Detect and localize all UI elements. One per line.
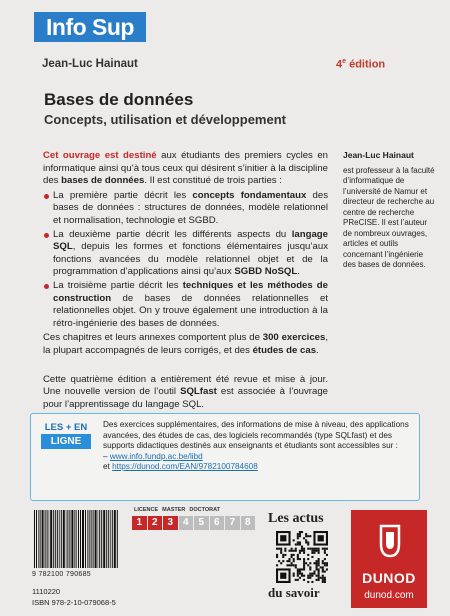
qr-module bbox=[301, 531, 303, 533]
actus-label-bottom: du savoir bbox=[268, 585, 320, 600]
barcode-bar bbox=[80, 510, 81, 568]
qr-module bbox=[318, 573, 320, 575]
qr-module bbox=[309, 577, 311, 579]
qr-module bbox=[311, 548, 313, 550]
book-subtitle: Concepts, utilisation et développement bbox=[44, 112, 286, 127]
qr-module bbox=[301, 548, 303, 550]
qr-module bbox=[276, 543, 291, 545]
qr-module bbox=[280, 552, 282, 554]
qr-module bbox=[284, 548, 286, 550]
barcode-bar bbox=[112, 510, 113, 568]
publisher-url: dunod.com bbox=[364, 590, 414, 601]
qr-module bbox=[303, 552, 305, 554]
qr-module bbox=[293, 558, 295, 560]
qr-module bbox=[303, 560, 305, 562]
barcode-bar bbox=[69, 510, 70, 568]
barcode-bar bbox=[110, 510, 111, 568]
publisher-logo bbox=[351, 510, 427, 608]
online-resources-box bbox=[30, 413, 420, 501]
qr-module bbox=[295, 564, 297, 566]
qr-module bbox=[320, 566, 322, 568]
qr-module bbox=[307, 535, 309, 537]
level-box: 1 bbox=[132, 516, 147, 530]
qr-module bbox=[297, 573, 299, 575]
qr-module bbox=[303, 558, 305, 560]
barcode-bar bbox=[38, 510, 39, 568]
list-item: La troisième partie décrit les techniques et les méthodes de construction de bases de données relationnelles et relationnelles objet. On y trouve également une introduction à la rétro-ingénierie des bases de données. bbox=[43, 280, 328, 330]
barcode-bar bbox=[103, 510, 105, 568]
qr-module bbox=[297, 535, 299, 537]
qr-module bbox=[303, 562, 305, 564]
qr-module bbox=[318, 558, 320, 560]
level-box: 6 bbox=[210, 516, 225, 530]
parts-list bbox=[43, 190, 328, 331]
qr-module bbox=[280, 548, 282, 550]
barcode-bar bbox=[89, 510, 90, 568]
qr-module bbox=[311, 573, 313, 575]
qr-module bbox=[322, 579, 324, 581]
qr-module bbox=[278, 560, 280, 562]
qr-module bbox=[299, 533, 301, 535]
qr-module bbox=[305, 541, 307, 543]
link-info-fundp[interactable]: www.info.fundp.ac.be/libd bbox=[109, 451, 203, 461]
qr-module bbox=[282, 556, 284, 558]
barcode-bar bbox=[74, 510, 75, 568]
barcode-bar bbox=[42, 510, 44, 568]
qr-module bbox=[318, 552, 320, 554]
qr-module bbox=[322, 548, 324, 550]
qr-module bbox=[320, 577, 322, 579]
qr-module bbox=[276, 554, 278, 556]
qr-module bbox=[293, 560, 295, 562]
qr-module bbox=[303, 579, 305, 581]
qr-module bbox=[309, 575, 311, 577]
barcode-bar bbox=[95, 510, 97, 568]
barcode-bar bbox=[50, 510, 52, 568]
qr-module bbox=[307, 558, 309, 560]
qr-module bbox=[291, 562, 293, 564]
qr-module bbox=[276, 548, 278, 550]
qr-module bbox=[326, 531, 328, 546]
qr-module bbox=[324, 581, 326, 583]
barcode-bar bbox=[40, 510, 41, 568]
edition-paragraph: Cette quatrième édition a entièrement été revue et mise à jour. Une nouvelle version de l’outil SQLfast est associée à l’ouvrage pour l’apprentissage du langage SQL. bbox=[43, 373, 329, 410]
qr-module bbox=[297, 533, 299, 535]
qr-module bbox=[318, 575, 320, 577]
qr-module bbox=[324, 571, 326, 573]
qr-module bbox=[299, 550, 301, 552]
qr-module bbox=[288, 560, 290, 562]
qr-module bbox=[291, 550, 293, 552]
qr-module bbox=[316, 548, 318, 550]
qr-module bbox=[293, 564, 295, 566]
barcode-bar bbox=[108, 510, 109, 568]
qr-module bbox=[313, 571, 315, 573]
qr-module bbox=[299, 577, 301, 579]
qr-module bbox=[324, 550, 326, 552]
barcode-bar bbox=[114, 510, 116, 568]
qr-module bbox=[326, 548, 328, 550]
barcode-number: 9 782100 790685 bbox=[32, 571, 91, 578]
level-box: 2 bbox=[148, 516, 163, 530]
author-bio bbox=[343, 150, 435, 271]
barcode-bar bbox=[87, 510, 88, 568]
barcode-bar bbox=[99, 510, 100, 568]
qr-module bbox=[284, 554, 286, 556]
qr-module bbox=[307, 581, 309, 583]
qr-module bbox=[322, 571, 324, 573]
edition-label: 4e édition bbox=[336, 58, 386, 71]
qr-module bbox=[307, 577, 309, 579]
qr-module bbox=[307, 564, 309, 566]
barcode-bar bbox=[82, 510, 84, 568]
description bbox=[43, 150, 328, 411]
online-text: Des exercices supplémentaires, des informations de mise à niveau, des applications avancées, des études de cas, des logiciels recommandés (type SQLfast) et des supports didactiques destinés aux enseignants et étudiants sont accessibles sur : – www.info.fundp.ac.be/libd et https://dunod.com/EAN/9782100784608 bbox=[103, 420, 409, 471]
qr-module bbox=[293, 573, 295, 575]
qr-module bbox=[293, 575, 295, 577]
qr-module bbox=[295, 566, 297, 568]
qr-module bbox=[313, 543, 328, 545]
qr-module bbox=[322, 577, 324, 579]
qr-module bbox=[318, 560, 320, 562]
qr-module bbox=[318, 535, 324, 541]
qr-module bbox=[291, 548, 293, 550]
qr-module bbox=[299, 543, 301, 545]
qr-module bbox=[318, 579, 320, 581]
actus-label-top: Les actus bbox=[268, 511, 324, 526]
qr-module bbox=[276, 564, 278, 566]
qr-module bbox=[326, 568, 328, 570]
qr-module bbox=[280, 562, 282, 564]
qr-module bbox=[318, 568, 320, 570]
qr-module bbox=[297, 541, 299, 543]
qr-module bbox=[307, 575, 309, 577]
qr-module bbox=[318, 571, 320, 573]
qr-module bbox=[301, 575, 303, 577]
qr-module bbox=[311, 556, 313, 558]
qr-module bbox=[288, 531, 290, 546]
barcode-bar bbox=[66, 510, 67, 568]
qr-module bbox=[322, 562, 324, 564]
level-box: 7 bbox=[225, 516, 240, 530]
qr-module bbox=[313, 562, 315, 564]
qr-module bbox=[307, 543, 309, 545]
list-item: La deuxième partie décrit les différents aspects du langage SQL, depuis les formes et fonctions élémentaires jusqu’aux fonctions avancées du modèle relationnel objet et de la programmation d’applications ainsi qu’aux SGBD NoSQL. bbox=[43, 229, 328, 279]
qr-module bbox=[303, 568, 305, 570]
qr-module bbox=[295, 543, 297, 545]
barcode-bar bbox=[91, 510, 92, 568]
level-box: 3 bbox=[163, 516, 178, 530]
barcode-bar bbox=[76, 510, 77, 568]
barcode-bar bbox=[106, 510, 107, 568]
qr-module bbox=[307, 541, 309, 543]
qr-module bbox=[307, 554, 309, 556]
qr-module bbox=[276, 531, 278, 546]
qr-module bbox=[288, 550, 290, 552]
qr-module bbox=[297, 568, 299, 570]
qr-module bbox=[316, 579, 318, 581]
qr-module bbox=[295, 579, 297, 581]
qr-module bbox=[318, 550, 320, 552]
qr-module bbox=[280, 573, 286, 579]
qr-module bbox=[305, 533, 307, 535]
qr-module bbox=[309, 548, 311, 550]
qr-module bbox=[303, 537, 305, 539]
level-indicator bbox=[132, 507, 256, 533]
qr-module bbox=[299, 535, 301, 537]
barcode bbox=[32, 510, 120, 568]
qr-module bbox=[288, 558, 290, 560]
barcode-bar bbox=[101, 510, 102, 568]
qr-module bbox=[280, 535, 286, 541]
qr-module bbox=[286, 564, 288, 566]
qr-module bbox=[280, 550, 282, 552]
barcode-bar bbox=[61, 510, 62, 568]
qr-module bbox=[316, 560, 318, 562]
qr-module bbox=[322, 566, 324, 568]
qr-module bbox=[299, 573, 301, 575]
online-badge: LES + EN LIGNE bbox=[41, 422, 91, 449]
qr-module bbox=[295, 548, 297, 550]
qr-module bbox=[324, 552, 326, 554]
barcode-bar bbox=[47, 510, 48, 568]
qr-module bbox=[324, 558, 326, 560]
qr-module bbox=[318, 577, 320, 579]
barcode-bar bbox=[63, 510, 65, 568]
barcode-bar bbox=[117, 510, 118, 568]
isbn: ISBN 978-2-10-079068-5 bbox=[32, 598, 116, 607]
qr-module bbox=[301, 568, 303, 570]
barcode-bar bbox=[55, 510, 56, 568]
qr-module bbox=[276, 531, 291, 533]
level-box: 5 bbox=[194, 516, 209, 530]
qr-module bbox=[316, 562, 318, 564]
qr-module bbox=[324, 564, 326, 566]
intro-paragraph: Cet ouvrage est destiné aux étudiants des premiers cycles en informatique ainsi qu’à tous ceux qui désirent s’initier à la discipline des bases de données. Il est constitué de trois parties : bbox=[43, 150, 328, 187]
barcode-bar bbox=[53, 510, 54, 568]
qr-module bbox=[276, 568, 291, 570]
qr-module bbox=[303, 548, 305, 550]
qr-module bbox=[311, 581, 313, 583]
level-labels: LICENCE MASTER DOCTORAT bbox=[134, 507, 221, 513]
qr-module bbox=[322, 560, 324, 562]
qr-module bbox=[288, 564, 290, 566]
link-dunod-ean[interactable]: https://dunod.com/EAN/9782100784608 bbox=[112, 462, 258, 471]
qr-module bbox=[316, 568, 318, 570]
qr-module bbox=[297, 556, 299, 558]
qr-module bbox=[278, 548, 280, 550]
qr-module bbox=[313, 552, 315, 554]
barcode-bar bbox=[71, 510, 73, 568]
qr-module bbox=[313, 548, 315, 550]
qr-module bbox=[297, 571, 299, 573]
level-boxes bbox=[132, 516, 256, 530]
product-code: 1110220 bbox=[32, 587, 61, 596]
book-title: Bases de données bbox=[44, 90, 194, 109]
qr-module bbox=[316, 550, 318, 552]
barcode-bar bbox=[45, 510, 46, 568]
barcode-bar bbox=[49, 510, 50, 568]
qr-module bbox=[316, 566, 318, 568]
qr-module bbox=[309, 573, 311, 575]
bio-name: Jean-Luc Hainaut bbox=[343, 150, 414, 160]
series-logo: Info Sup bbox=[34, 12, 146, 42]
qr-module bbox=[322, 581, 324, 583]
qr-module bbox=[303, 564, 305, 566]
qr-module bbox=[276, 568, 278, 583]
qr-module bbox=[301, 550, 303, 552]
barcode-bar bbox=[93, 510, 94, 568]
qr-module bbox=[318, 548, 320, 550]
qr-module bbox=[309, 535, 311, 537]
level-box: 8 bbox=[241, 516, 256, 530]
qr-module bbox=[299, 541, 301, 543]
qr-module bbox=[299, 552, 301, 554]
qr-module bbox=[318, 562, 320, 564]
qr-module bbox=[293, 539, 295, 541]
qr-module bbox=[286, 560, 288, 562]
bio-text: est professeur à la faculté d’informatique de l’université de Namur et directeur de recherche au centre de recherche PReCISE. Il est l’auteur de nombreux ouvrages, articles et outils concernant l’ingénierie des bases de données. bbox=[343, 165, 435, 269]
qr-module bbox=[324, 577, 326, 579]
qr-module bbox=[311, 552, 313, 554]
barcode-bar bbox=[59, 510, 60, 568]
qr-module bbox=[297, 575, 299, 577]
qr-module bbox=[288, 568, 290, 583]
author-name: Jean-Luc Hainaut bbox=[42, 58, 138, 70]
qr-module bbox=[291, 554, 293, 556]
qr-module bbox=[316, 564, 318, 566]
qr-module bbox=[299, 571, 301, 573]
qr-module bbox=[276, 556, 278, 558]
qr-module bbox=[313, 550, 315, 552]
qr-module bbox=[307, 548, 309, 550]
barcode-bar bbox=[36, 510, 37, 568]
qr-module bbox=[316, 575, 318, 577]
barcode-bar bbox=[78, 510, 79, 568]
barcode-bar bbox=[98, 510, 99, 568]
qr-module bbox=[309, 566, 311, 568]
qr-module bbox=[297, 554, 299, 556]
level-box: 4 bbox=[179, 516, 194, 530]
qr-module bbox=[301, 546, 303, 548]
qr-module bbox=[305, 539, 307, 541]
chapters-paragraph: Ces chapitres et leurs annexes comportent plus de 300 exercices, la plupart accompagnés de leurs corrigés, et des études de cas. bbox=[43, 332, 328, 356]
qr-module bbox=[284, 550, 286, 552]
qr-module bbox=[297, 537, 299, 539]
qr-module bbox=[282, 560, 284, 562]
qr-module bbox=[305, 535, 307, 537]
qr-module bbox=[326, 554, 328, 556]
qr-module bbox=[297, 579, 299, 581]
qr-module bbox=[293, 554, 295, 556]
qr-module bbox=[309, 568, 311, 570]
qr-module bbox=[276, 581, 291, 583]
qr-module bbox=[297, 558, 299, 560]
qr-module bbox=[299, 558, 301, 560]
qr-module bbox=[311, 550, 313, 552]
qr-module bbox=[313, 531, 328, 533]
qr-module bbox=[299, 531, 301, 533]
qr-module bbox=[297, 543, 299, 545]
qr-module bbox=[295, 550, 297, 552]
list-item: La première partie décrit les concepts fondamentaux des bases de données : structures de données, modèle relationnel et normalisation, technologie et SGBD. bbox=[43, 190, 328, 228]
publisher-name: DUNOD bbox=[362, 570, 416, 586]
barcode-bar bbox=[85, 510, 86, 568]
qr-module bbox=[318, 564, 320, 566]
dunod-flame-icon bbox=[377, 524, 403, 558]
qr-module bbox=[322, 568, 324, 570]
qr-module bbox=[291, 564, 293, 566]
qr-module bbox=[305, 562, 307, 564]
qr-module bbox=[301, 573, 303, 575]
qr-code-icon[interactable] bbox=[276, 531, 328, 583]
qr-module bbox=[326, 564, 328, 566]
qr-module bbox=[303, 575, 305, 577]
qr-module bbox=[309, 562, 311, 564]
qr-module bbox=[324, 579, 326, 581]
qr-module bbox=[293, 550, 295, 552]
qr-module bbox=[282, 554, 284, 556]
barcode-bar bbox=[57, 510, 58, 568]
qr-module bbox=[313, 573, 315, 575]
qr-module bbox=[324, 562, 326, 564]
qr-module bbox=[303, 550, 305, 552]
qr-module bbox=[311, 575, 313, 577]
qr-module bbox=[313, 531, 315, 546]
qr-module bbox=[322, 575, 324, 577]
barcode-bar bbox=[67, 510, 68, 568]
barcode-bar bbox=[34, 510, 35, 568]
qr-module bbox=[299, 568, 301, 570]
qr-module bbox=[324, 548, 326, 550]
qr-module bbox=[303, 566, 305, 568]
qr-module bbox=[291, 556, 293, 558]
qr-module bbox=[326, 562, 328, 564]
